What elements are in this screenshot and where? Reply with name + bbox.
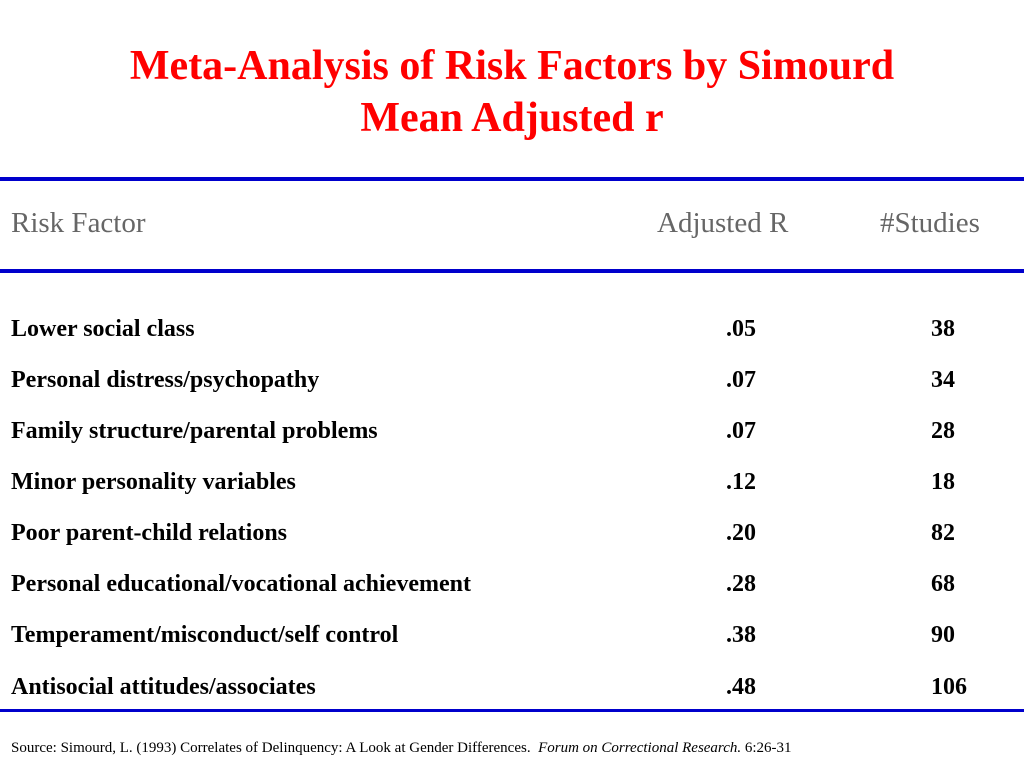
table-row <box>0 411 1024 451</box>
header-adjusted-r: Adjusted R <box>657 207 789 239</box>
table-row <box>0 309 1024 349</box>
table-row <box>0 667 1024 707</box>
adjusted-r-cell: .38 <box>726 622 756 648</box>
studies-cell: 106 <box>931 674 967 700</box>
risk-factor-cell: Lower social class <box>11 316 195 342</box>
adjusted-r-cell: .48 <box>726 674 756 700</box>
risk-factor-cell: Personal educational/vocational achievement <box>11 571 471 597</box>
studies-cell: 68 <box>931 571 955 597</box>
adjusted-r-cell: .05 <box>726 316 756 342</box>
slide-title <box>0 40 1024 144</box>
risk-factor-cell: Temperament/misconduct/self control <box>11 622 399 648</box>
header-studies: #Studies <box>880 207 980 239</box>
table-row <box>0 360 1024 400</box>
title-line-2: Mean Adjusted r <box>360 95 664 141</box>
adjusted-r-cell: .28 <box>726 571 756 597</box>
risk-factor-cell: Antisocial attitudes/associates <box>11 674 316 700</box>
top-rule <box>0 177 1024 181</box>
studies-cell: 82 <box>931 520 955 546</box>
studies-cell: 38 <box>931 316 955 342</box>
risk-factor-cell: Family structure/parental problems <box>11 418 378 444</box>
table-row <box>0 615 1024 655</box>
source-journal: Forum on Correctional Research. <box>538 740 742 756</box>
adjusted-r-cell: .12 <box>726 469 756 495</box>
bottom-rule <box>0 709 1024 712</box>
source-suffix: 6:26-31 <box>744 740 792 756</box>
adjusted-r-cell: .20 <box>726 520 756 546</box>
table-row <box>0 564 1024 604</box>
table-row <box>0 462 1024 502</box>
source-prefix: Source: Simourd, L. (1993) Correlates of Delinquency: A Look at Gender Differences. <box>11 740 531 756</box>
risk-factor-cell: Personal distress/psychopathy <box>11 367 320 393</box>
studies-cell: 28 <box>931 418 955 444</box>
risk-factor-cell: Poor parent-child relations <box>11 520 287 546</box>
adjusted-r-cell: .07 <box>726 418 756 444</box>
source-citation <box>11 738 792 758</box>
studies-cell: 90 <box>931 622 955 648</box>
studies-cell: 18 <box>931 469 955 495</box>
adjusted-r-cell: .07 <box>726 367 756 393</box>
header-risk-factor: Risk Factor <box>11 207 146 239</box>
studies-cell: 34 <box>931 367 955 393</box>
table-row <box>0 513 1024 553</box>
risk-factor-cell: Minor personality variables <box>11 469 296 495</box>
header-rule <box>0 269 1024 273</box>
title-line-1: Meta-Analysis of Risk Factors by Simourd <box>129 43 895 89</box>
